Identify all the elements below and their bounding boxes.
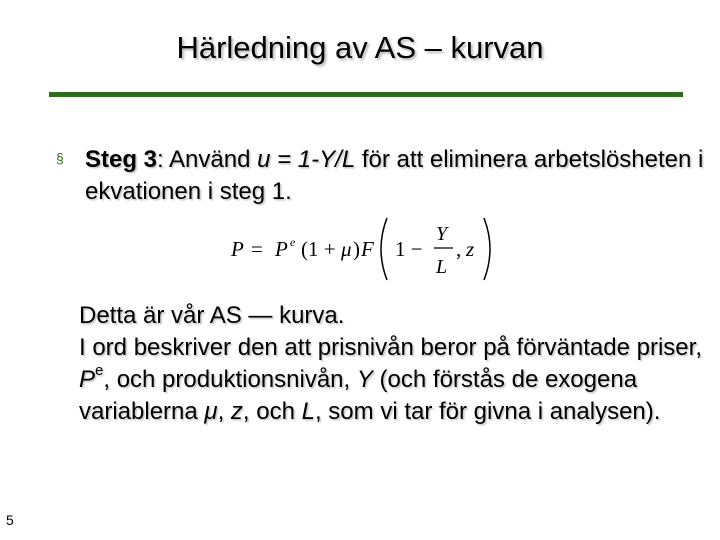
slide-number: 5	[6, 512, 14, 528]
explanation-paragraph	[79, 300, 709, 428]
step-text-2: för att eliminera arbetslösheten i ekvationen i steg 1.	[85, 146, 704, 205]
eq-factor-close: )	[353, 237, 360, 261]
eq-right-paren	[484, 218, 490, 280]
step-label: Steg 3	[85, 146, 158, 173]
eq-expected-price: P	[275, 237, 288, 261]
para-Y: Y	[356, 366, 373, 393]
step-text-1: : Använd	[157, 146, 258, 173]
para-text-1: I ord beskriver den att prisnivån beror på förväntade priser,	[79, 334, 702, 361]
eq-function-F: F	[361, 237, 374, 261]
para-text-5: , och	[242, 398, 302, 425]
step-formula: u = 1-Y/L	[257, 146, 356, 173]
eq-factor-open: (1 +	[301, 237, 336, 261]
para-text-4: ,	[217, 398, 231, 425]
eq-comma: ,	[456, 237, 462, 261]
slide-title: Härledning av AS – kurvan	[176, 30, 544, 65]
para-Pe: P	[79, 366, 96, 393]
eq-price: P	[231, 237, 244, 261]
eq-z: z	[466, 237, 475, 261]
bullet-icon: §	[56, 150, 64, 166]
para-body	[79, 332, 709, 428]
as-curve-equation	[229, 214, 509, 284]
step-3-text	[85, 144, 705, 208]
para-L: L	[301, 398, 315, 425]
para-text-6: , som vi tar för givna i analysen).	[314, 398, 661, 425]
eq-equals: =	[251, 237, 263, 261]
eq-markup-mu: μ	[341, 237, 352, 261]
para-line-1: Detta är vår AS — kurva.	[79, 302, 345, 329]
eq-left-paren	[381, 218, 387, 280]
title-divider	[49, 92, 683, 97]
para-text-3: (och förstås de exogena variablerna	[79, 366, 638, 425]
eq-expected-sup: e	[290, 235, 296, 249]
eq-one-minus: 1 −	[395, 237, 423, 261]
para-Pe-sup: e	[95, 362, 104, 379]
para-text-2: , och produktionsnivån,	[103, 366, 357, 393]
para-z: z	[230, 398, 243, 425]
eq-Y: Y	[436, 223, 448, 245]
para-mu: μ	[204, 398, 218, 425]
eq-L: L	[436, 256, 448, 278]
